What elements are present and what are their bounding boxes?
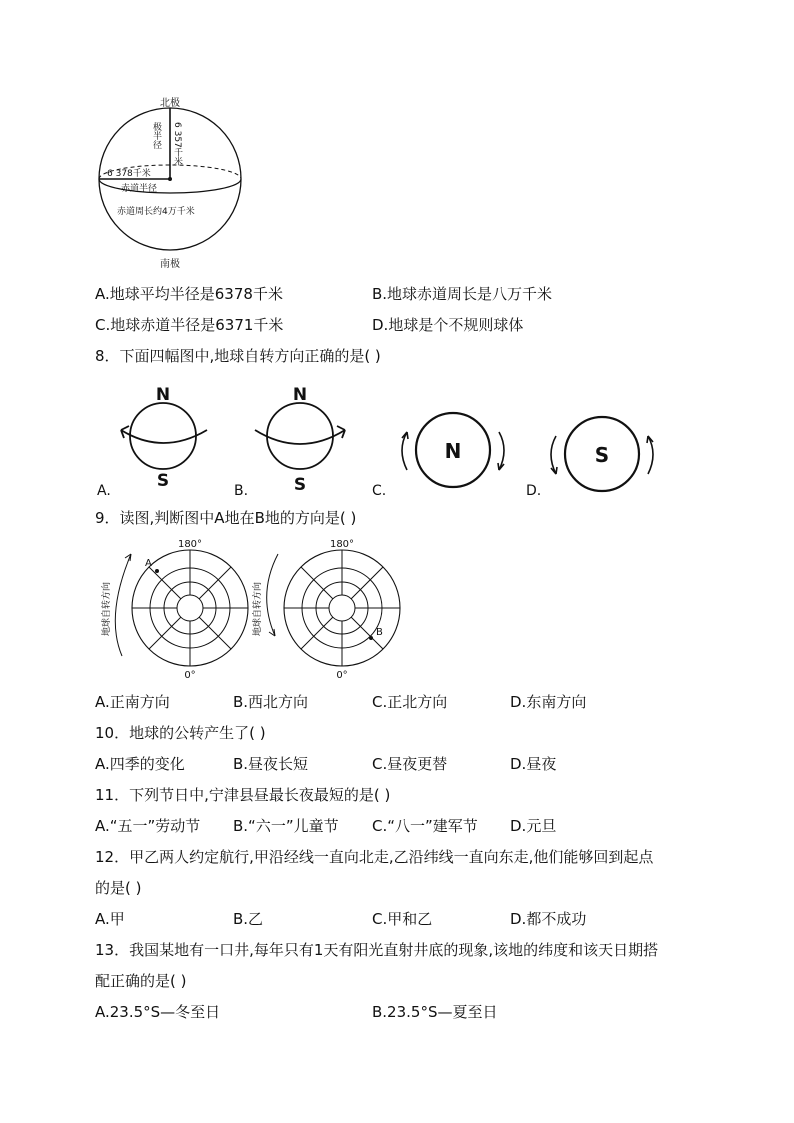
equator-circumference-label: 赤道周长约4万千米 — [117, 207, 195, 217]
north-label: N — [155, 385, 171, 405]
q9-option-b: B.西北方向 — [233, 693, 309, 711]
q13-option-b: B.23.5°S—夏至日 — [372, 1003, 498, 1021]
q11-option-c: C.“八一”建军节 — [372, 817, 478, 835]
q9-option-c: C.正北方向 — [372, 693, 448, 711]
q7-option-a: A.地球平均半径是6378千米 — [95, 285, 283, 303]
q12-option-b: B.乙 — [233, 910, 264, 928]
south-label: S — [594, 443, 610, 467]
equator-radius-label: 赤道半径 — [121, 184, 158, 194]
top-meridian-label: 180° — [177, 539, 203, 550]
q12-option-a: A.甲 — [95, 910, 125, 928]
top-meridian-label: 180° — [329, 539, 355, 550]
q12-option-d: D.都不成功 — [510, 910, 587, 928]
rotation-label: 地球自转方向 — [253, 581, 263, 636]
q8-diagram-a — [97, 385, 207, 499]
polar-radius-value: 6 357千米 — [172, 122, 182, 166]
polar-radius-label: 极半径 — [151, 122, 161, 149]
q11-option-b: B.“六一”儿童节 — [233, 817, 339, 835]
south-pole-label: 南极 — [160, 259, 180, 270]
q8-diagram-b — [234, 385, 345, 499]
q8-label-a: A. — [97, 483, 111, 499]
q7-option-d: D.地球是个不规则球体 — [372, 316, 524, 334]
q10-option-c: C.昼夜更替 — [372, 755, 448, 773]
south-label: S — [156, 471, 170, 491]
q8-stem: 8．下面四幅图中,地球自转方向正确的是( ) — [95, 347, 381, 365]
q8-diagram-d — [526, 417, 653, 499]
q8-figure — [95, 378, 675, 500]
q13-stem-line1: 13．我国某地有一口井,每年只有1天有阳光直射井底的现象,该地的纬度和该天日期搭 — [95, 941, 659, 959]
q10-option-d: D.昼夜 — [510, 755, 557, 773]
q11-option-a: A.“五一”劳动节 — [95, 817, 201, 835]
rotation-label: 地球自转方向 — [102, 581, 112, 636]
q7-option-c: C.地球赤道半径是6371千米 — [95, 316, 284, 334]
q10-stem: 10．地球的公转产生了( ) — [95, 724, 266, 742]
q10-option-a: A.四季的变化 — [95, 755, 185, 773]
q7-option-b: B.地球赤道周长是八万千米 — [372, 285, 553, 303]
earth-size-figure — [95, 92, 255, 272]
q9-option-d: D.东南方向 — [510, 693, 587, 711]
north-label: N — [444, 439, 462, 463]
q12-option-c: C.甲和乙 — [372, 910, 433, 928]
q9-right-polar-view — [251, 539, 400, 681]
q9-figure — [95, 536, 415, 684]
q13-option-a: A.23.5°S—冬至日 — [95, 1003, 221, 1021]
point-b-label: B — [376, 627, 383, 638]
q9-left-polar-view — [100, 539, 248, 681]
q9-stem: 9．读图,判断图中A地在B地的方向是( ) — [95, 509, 357, 527]
q11-option-d: D.元旦 — [510, 817, 557, 835]
q9-option-a: A.正南方向 — [95, 693, 170, 711]
q13-stem-line2: 配正确的是( ) — [95, 972, 187, 990]
q12-stem-line2: 的是( ) — [95, 879, 142, 897]
north-pole-label: 北极 — [160, 98, 180, 109]
q11-stem: 11．下列节日中,宁津县昼最长夜最短的是( ) — [95, 786, 391, 804]
q8-label-d: D. — [526, 483, 542, 499]
north-label: N — [292, 385, 308, 405]
q10-option-b: B.昼夜长短 — [233, 755, 309, 773]
bottom-meridian-label: 0° — [336, 670, 348, 681]
q8-label-c: C. — [372, 483, 387, 499]
q12-stem-line1: 12．甲乙两人约定航行,甲沿经线一直向北走,乙沿纬线一直向东走,他们能够回到起点 — [95, 848, 654, 866]
q8-diagram-c — [372, 413, 504, 499]
q8-label-b: B. — [234, 483, 249, 499]
equator-radius-value: 6 378千米 — [107, 169, 151, 179]
point-a-label: A — [145, 558, 152, 569]
south-label: S — [293, 475, 307, 495]
bottom-meridian-label: 0° — [184, 670, 196, 681]
